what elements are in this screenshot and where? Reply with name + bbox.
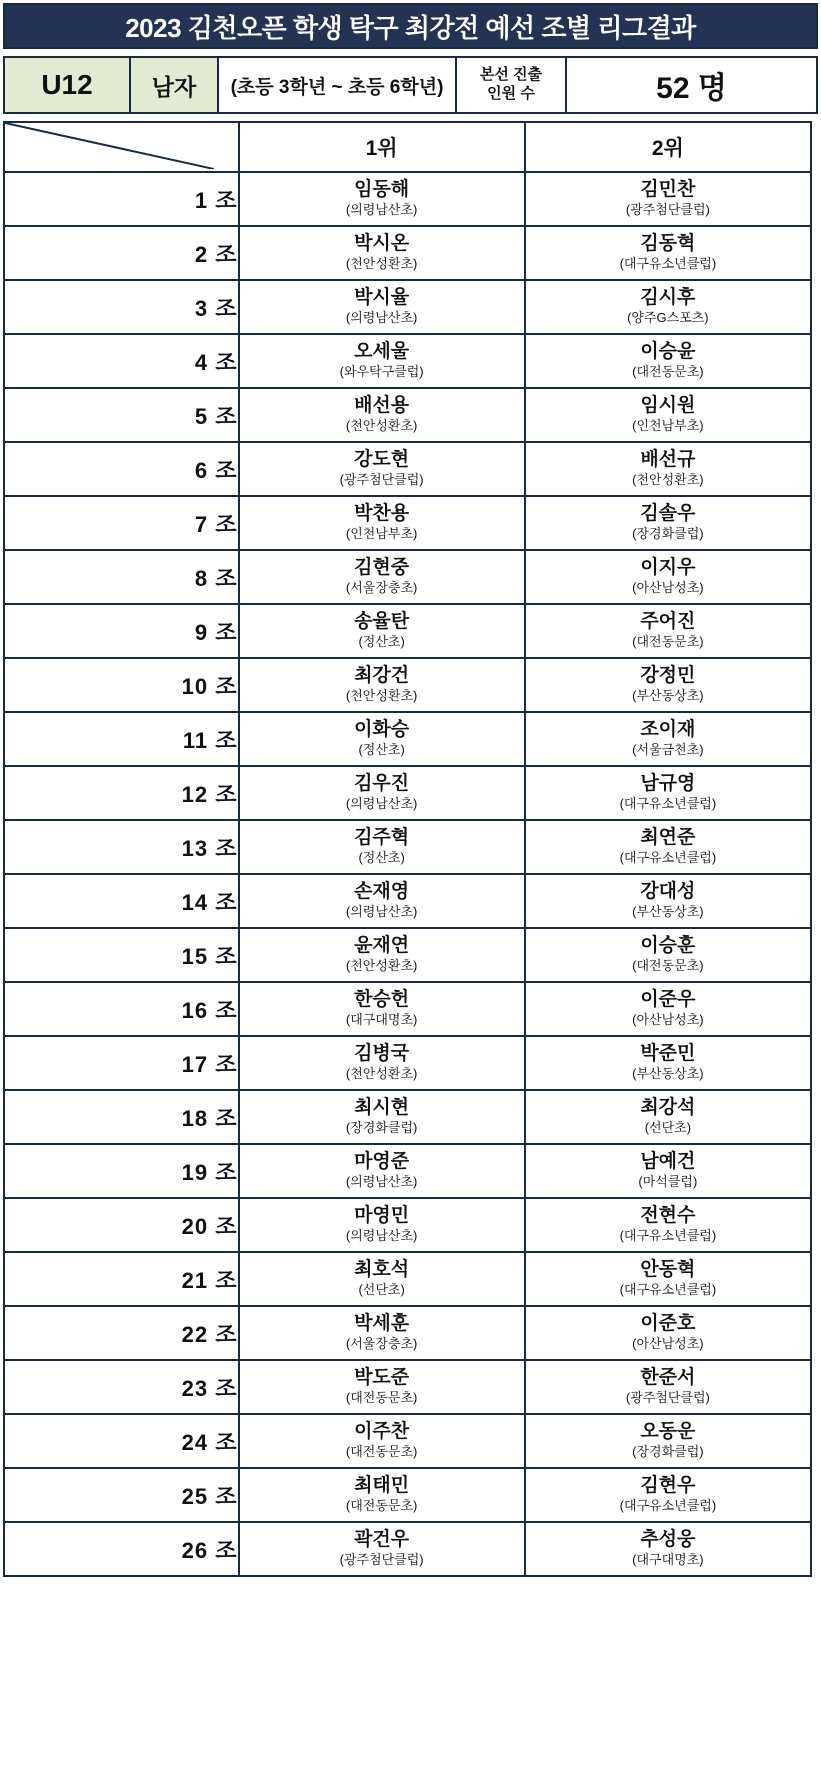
player-name: 박준민 bbox=[640, 1043, 696, 1065]
player-club: (대구유소년클럽) bbox=[619, 850, 717, 866]
player-cell-first bbox=[239, 1252, 525, 1306]
player-cell-first bbox=[239, 1036, 525, 1090]
player-club: (장경화클럽) bbox=[632, 526, 704, 542]
player-club: (광주첨단클럽) bbox=[339, 1552, 424, 1568]
player-name: 송율탄 bbox=[354, 611, 410, 633]
player-name: 임시원 bbox=[640, 395, 696, 417]
player-name: 전현수 bbox=[640, 1205, 696, 1227]
player-club: (대구대명초) bbox=[632, 1552, 704, 1568]
player-club: (정산초) bbox=[358, 850, 405, 866]
player-cell-second bbox=[525, 604, 811, 658]
table-row bbox=[4, 1522, 811, 1576]
player-club: (정산초) bbox=[358, 634, 405, 650]
player-club: (서울장충초) bbox=[345, 1336, 418, 1352]
group-label: 21 조 bbox=[4, 1252, 239, 1306]
player-name: 최호석 bbox=[354, 1259, 410, 1281]
player-cell-first bbox=[239, 550, 525, 604]
player-cell-second bbox=[525, 1090, 811, 1144]
group-label: 23 조 bbox=[4, 1360, 239, 1414]
player-name: 손재영 bbox=[354, 881, 410, 903]
player-club: (인천남부초) bbox=[632, 418, 704, 434]
player-name: 김민찬 bbox=[640, 179, 696, 201]
player-name: 이준우 bbox=[640, 989, 696, 1011]
player-name: 이지우 bbox=[640, 557, 696, 579]
player-name: 이주찬 bbox=[354, 1421, 410, 1443]
player-cell-first bbox=[239, 1468, 525, 1522]
player-cell-first bbox=[239, 1306, 525, 1360]
player-cell-second bbox=[525, 1144, 811, 1198]
player-cell-first bbox=[239, 658, 525, 712]
table-row bbox=[4, 982, 811, 1036]
player-club: (대구대명초) bbox=[345, 1012, 418, 1028]
qualifier-count: 52 명 bbox=[656, 72, 727, 105]
group-label: 7 조 bbox=[4, 496, 239, 550]
player-name: 최시현 bbox=[354, 1097, 410, 1119]
group-label: 2 조 bbox=[4, 226, 239, 280]
player-club: (대구유소년클럽) bbox=[619, 1498, 717, 1514]
player-name: 오동운 bbox=[640, 1421, 696, 1443]
group-label: 24 조 bbox=[4, 1414, 239, 1468]
table-row bbox=[4, 712, 811, 766]
player-club: (장경화클럽) bbox=[632, 1444, 704, 1460]
player-name: 최강건 bbox=[354, 665, 410, 687]
player-club: (마석클럽) bbox=[638, 1174, 698, 1190]
player-club: (인천남부초) bbox=[345, 526, 418, 542]
group-label: 17 조 bbox=[4, 1036, 239, 1090]
player-name: 안동혁 bbox=[640, 1259, 696, 1281]
group-label: 19 조 bbox=[4, 1144, 239, 1198]
player-name: 이준호 bbox=[640, 1313, 696, 1335]
group-label: 10 조 bbox=[4, 658, 239, 712]
division-label: U12 bbox=[41, 69, 93, 100]
grade-range-cell bbox=[219, 58, 457, 112]
player-club: (의령남산초) bbox=[345, 310, 418, 326]
table-row bbox=[4, 388, 811, 442]
table-row bbox=[4, 280, 811, 334]
player-cell-first bbox=[239, 388, 525, 442]
player-cell-first bbox=[239, 982, 525, 1036]
table-row bbox=[4, 1036, 811, 1090]
player-cell-second bbox=[525, 820, 811, 874]
player-cell-second bbox=[525, 1360, 811, 1414]
table-row bbox=[4, 820, 811, 874]
player-cell-first bbox=[239, 928, 525, 982]
player-cell-second bbox=[525, 658, 811, 712]
player-name: 추성웅 bbox=[640, 1529, 696, 1551]
table-row bbox=[4, 928, 811, 982]
diagonal-line-icon bbox=[5, 123, 214, 169]
player-cell-first bbox=[239, 226, 525, 280]
results-table bbox=[3, 121, 812, 1577]
player-name: 박시율 bbox=[354, 287, 410, 309]
group-label: 22 조 bbox=[4, 1306, 239, 1360]
qualifier-count-cell bbox=[567, 58, 816, 112]
table-row bbox=[4, 1144, 811, 1198]
player-club: (천안성환초) bbox=[345, 958, 418, 974]
player-cell-second bbox=[525, 982, 811, 1036]
player-name: 조이재 bbox=[640, 719, 696, 741]
player-club: (대전동문초) bbox=[632, 364, 704, 380]
group-label: 16 조 bbox=[4, 982, 239, 1036]
player-name: 강정민 bbox=[640, 665, 696, 687]
division-cell bbox=[5, 58, 131, 112]
player-cell-second bbox=[525, 226, 811, 280]
player-name: 최강석 bbox=[640, 1097, 696, 1119]
table-row bbox=[4, 874, 811, 928]
table-row bbox=[4, 1414, 811, 1468]
player-name: 최연준 bbox=[640, 827, 696, 849]
player-club: (대구유소년클럽) bbox=[619, 256, 717, 272]
player-cell-second bbox=[525, 496, 811, 550]
player-name: 강대성 bbox=[640, 881, 696, 903]
table-row bbox=[4, 658, 811, 712]
player-club: (부산동상초) bbox=[632, 688, 704, 704]
player-club: (천안성환초) bbox=[632, 472, 704, 488]
player-club: (아산남성초) bbox=[632, 1012, 704, 1028]
player-cell-second bbox=[525, 388, 811, 442]
player-club: (광주첨단클럽) bbox=[625, 202, 710, 218]
gender-label: 남자 bbox=[151, 73, 197, 100]
player-cell-second bbox=[525, 172, 811, 226]
player-name: 임동해 bbox=[354, 179, 410, 201]
player-club: (천안성환초) bbox=[345, 1066, 418, 1082]
player-name: 이승윤 bbox=[640, 341, 696, 363]
player-club: (아산남성초) bbox=[632, 580, 704, 596]
table-row bbox=[4, 1252, 811, 1306]
player-cell-first bbox=[239, 1090, 525, 1144]
results-table-body bbox=[4, 172, 811, 1576]
player-club: (서울장충초) bbox=[345, 580, 418, 596]
table-row bbox=[4, 1090, 811, 1144]
player-name: 곽건우 bbox=[354, 1529, 410, 1551]
player-cell-second bbox=[525, 1306, 811, 1360]
division-info-row bbox=[3, 56, 818, 114]
player-club: (장경화클럽) bbox=[345, 1120, 418, 1136]
player-name: 한승헌 bbox=[354, 989, 410, 1011]
group-label: 8 조 bbox=[4, 550, 239, 604]
player-club: (선단초) bbox=[358, 1282, 405, 1298]
group-label: 5 조 bbox=[4, 388, 239, 442]
player-club: (의령남산초) bbox=[345, 1174, 418, 1190]
group-label: 26 조 bbox=[4, 1522, 239, 1576]
player-club: (대전동문초) bbox=[632, 958, 704, 974]
group-label: 1 조 bbox=[4, 172, 239, 226]
table-row bbox=[4, 604, 811, 658]
player-cell-first bbox=[239, 766, 525, 820]
group-label: 15 조 bbox=[4, 928, 239, 982]
player-club: (선단초) bbox=[644, 1120, 692, 1136]
player-club: (정산초) bbox=[358, 742, 405, 758]
player-cell-second bbox=[525, 1468, 811, 1522]
table-row bbox=[4, 442, 811, 496]
player-club: (대구유소년클럽) bbox=[619, 1228, 717, 1244]
player-cell-first bbox=[239, 442, 525, 496]
table-row bbox=[4, 766, 811, 820]
player-name: 마영준 bbox=[354, 1151, 410, 1173]
group-label: 11 조 bbox=[4, 712, 239, 766]
player-name: 김동혁 bbox=[640, 233, 696, 255]
page-title: 2023 김천오픈 학생 탁구 최강전 예선 조별 리그결과 bbox=[125, 12, 696, 43]
player-club: (천안성환초) bbox=[345, 418, 418, 434]
player-club: (대구유소년클럽) bbox=[619, 1282, 717, 1298]
player-club: (대전동문초) bbox=[345, 1444, 418, 1460]
player-cell-first bbox=[239, 496, 525, 550]
player-name: 이승훈 bbox=[640, 935, 696, 957]
player-cell-second bbox=[525, 874, 811, 928]
player-name: 마영민 bbox=[354, 1205, 410, 1227]
player-cell-second bbox=[525, 766, 811, 820]
player-name: 김시후 bbox=[640, 287, 696, 309]
player-club: (천안성환초) bbox=[345, 688, 418, 704]
player-cell-first bbox=[239, 874, 525, 928]
group-label: 18 조 bbox=[4, 1090, 239, 1144]
player-club: (대전동문초) bbox=[345, 1498, 418, 1514]
player-cell-second bbox=[525, 1036, 811, 1090]
player-name: 주어진 bbox=[640, 611, 696, 633]
player-cell-first bbox=[239, 712, 525, 766]
qualifier-label-line1: 본선 진출 bbox=[479, 66, 543, 84]
player-club: (아산남성초) bbox=[632, 1336, 704, 1352]
player-club: (와우탁구클럽) bbox=[339, 364, 424, 380]
table-row bbox=[4, 496, 811, 550]
player-cell-second bbox=[525, 712, 811, 766]
group-label: 4 조 bbox=[4, 334, 239, 388]
table-row bbox=[4, 1468, 811, 1522]
player-name: 박도준 bbox=[354, 1367, 410, 1389]
player-name: 최태민 bbox=[354, 1475, 410, 1497]
group-label: 20 조 bbox=[4, 1198, 239, 1252]
player-cell-first bbox=[239, 1522, 525, 1576]
player-name: 배선규 bbox=[640, 449, 696, 471]
player-name: 김우진 bbox=[354, 773, 410, 795]
player-cell-first bbox=[239, 1144, 525, 1198]
gender-cell bbox=[131, 58, 219, 112]
group-label: 3 조 bbox=[4, 280, 239, 334]
corner-diagonal-cell bbox=[4, 122, 239, 172]
group-label: 25 조 bbox=[4, 1468, 239, 1522]
player-cell-second bbox=[525, 550, 811, 604]
player-name: 한준서 bbox=[640, 1367, 696, 1389]
column-header-first: 1위 bbox=[239, 122, 525, 172]
player-cell-second bbox=[525, 442, 811, 496]
results-table-wrap bbox=[3, 121, 818, 1577]
player-name: 김병국 bbox=[354, 1043, 410, 1065]
grade-range-label: (초등 3학년 ~ 초등 6학년) bbox=[230, 76, 444, 98]
table-row bbox=[4, 334, 811, 388]
player-club: (양주G스포츠) bbox=[627, 310, 709, 326]
player-club: (부산동상초) bbox=[632, 904, 704, 920]
player-cell-first bbox=[239, 604, 525, 658]
player-club: (광주첨단클럽) bbox=[339, 472, 424, 488]
player-name: 남예건 bbox=[640, 1151, 696, 1173]
column-header-second: 2위 bbox=[525, 122, 811, 172]
player-name: 김주혁 bbox=[354, 827, 410, 849]
table-header-row bbox=[4, 122, 811, 172]
player-name: 오세울 bbox=[354, 341, 410, 363]
player-cell-first bbox=[239, 1198, 525, 1252]
player-name: 배선용 bbox=[354, 395, 410, 417]
qualifier-label-line2: 인원 수 bbox=[487, 85, 535, 102]
player-cell-first bbox=[239, 820, 525, 874]
table-row bbox=[4, 1198, 811, 1252]
player-name: 김현우 bbox=[640, 1475, 696, 1497]
table-row bbox=[4, 1306, 811, 1360]
player-name: 박세훈 bbox=[354, 1313, 410, 1335]
player-club: (의령남산초) bbox=[345, 202, 418, 218]
group-label: 6 조 bbox=[4, 442, 239, 496]
player-club: (부산동상초) bbox=[632, 1066, 704, 1082]
player-name: 김솔우 bbox=[640, 503, 696, 525]
group-label: 12 조 bbox=[4, 766, 239, 820]
player-cell-first bbox=[239, 172, 525, 226]
player-club: (대전동문초) bbox=[632, 634, 704, 650]
player-club: (대전동문초) bbox=[345, 1390, 418, 1406]
player-cell-first bbox=[239, 1360, 525, 1414]
table-row bbox=[4, 226, 811, 280]
player-cell-second bbox=[525, 1198, 811, 1252]
table-row bbox=[4, 550, 811, 604]
group-label: 9 조 bbox=[4, 604, 239, 658]
player-cell-second bbox=[525, 1252, 811, 1306]
player-club: (천안성환초) bbox=[345, 256, 418, 272]
player-club: (의령남산초) bbox=[345, 904, 418, 920]
player-cell-second bbox=[525, 928, 811, 982]
player-name: 윤재연 bbox=[354, 935, 410, 957]
player-cell-second bbox=[525, 334, 811, 388]
player-club: (광주첨단클럽) bbox=[625, 1390, 710, 1406]
player-club: (의령남산초) bbox=[345, 796, 418, 812]
player-club: (서울금천초) bbox=[632, 742, 704, 758]
player-name: 강도현 bbox=[354, 449, 410, 471]
table-row bbox=[4, 1360, 811, 1414]
player-cell-second bbox=[525, 1522, 811, 1576]
player-name: 박찬용 bbox=[354, 503, 410, 525]
group-label: 13 조 bbox=[4, 820, 239, 874]
player-cell-first bbox=[239, 280, 525, 334]
table-row bbox=[4, 172, 811, 226]
group-label: 14 조 bbox=[4, 874, 239, 928]
player-name: 남규영 bbox=[640, 773, 696, 795]
player-club: (의령남산초) bbox=[345, 1228, 418, 1244]
player-cell-second bbox=[525, 280, 811, 334]
player-name: 박시온 bbox=[354, 233, 410, 255]
player-name: 김현중 bbox=[354, 557, 410, 579]
player-cell-second bbox=[525, 1414, 811, 1468]
player-club: (대구유소년클럽) bbox=[619, 796, 717, 812]
page-title-bar bbox=[3, 3, 818, 49]
tournament-result-sheet bbox=[0, 3, 821, 1577]
qualifier-label-cell bbox=[457, 58, 567, 112]
player-name: 이화승 bbox=[354, 719, 410, 741]
player-cell-first bbox=[239, 1414, 525, 1468]
player-cell-first bbox=[239, 334, 525, 388]
